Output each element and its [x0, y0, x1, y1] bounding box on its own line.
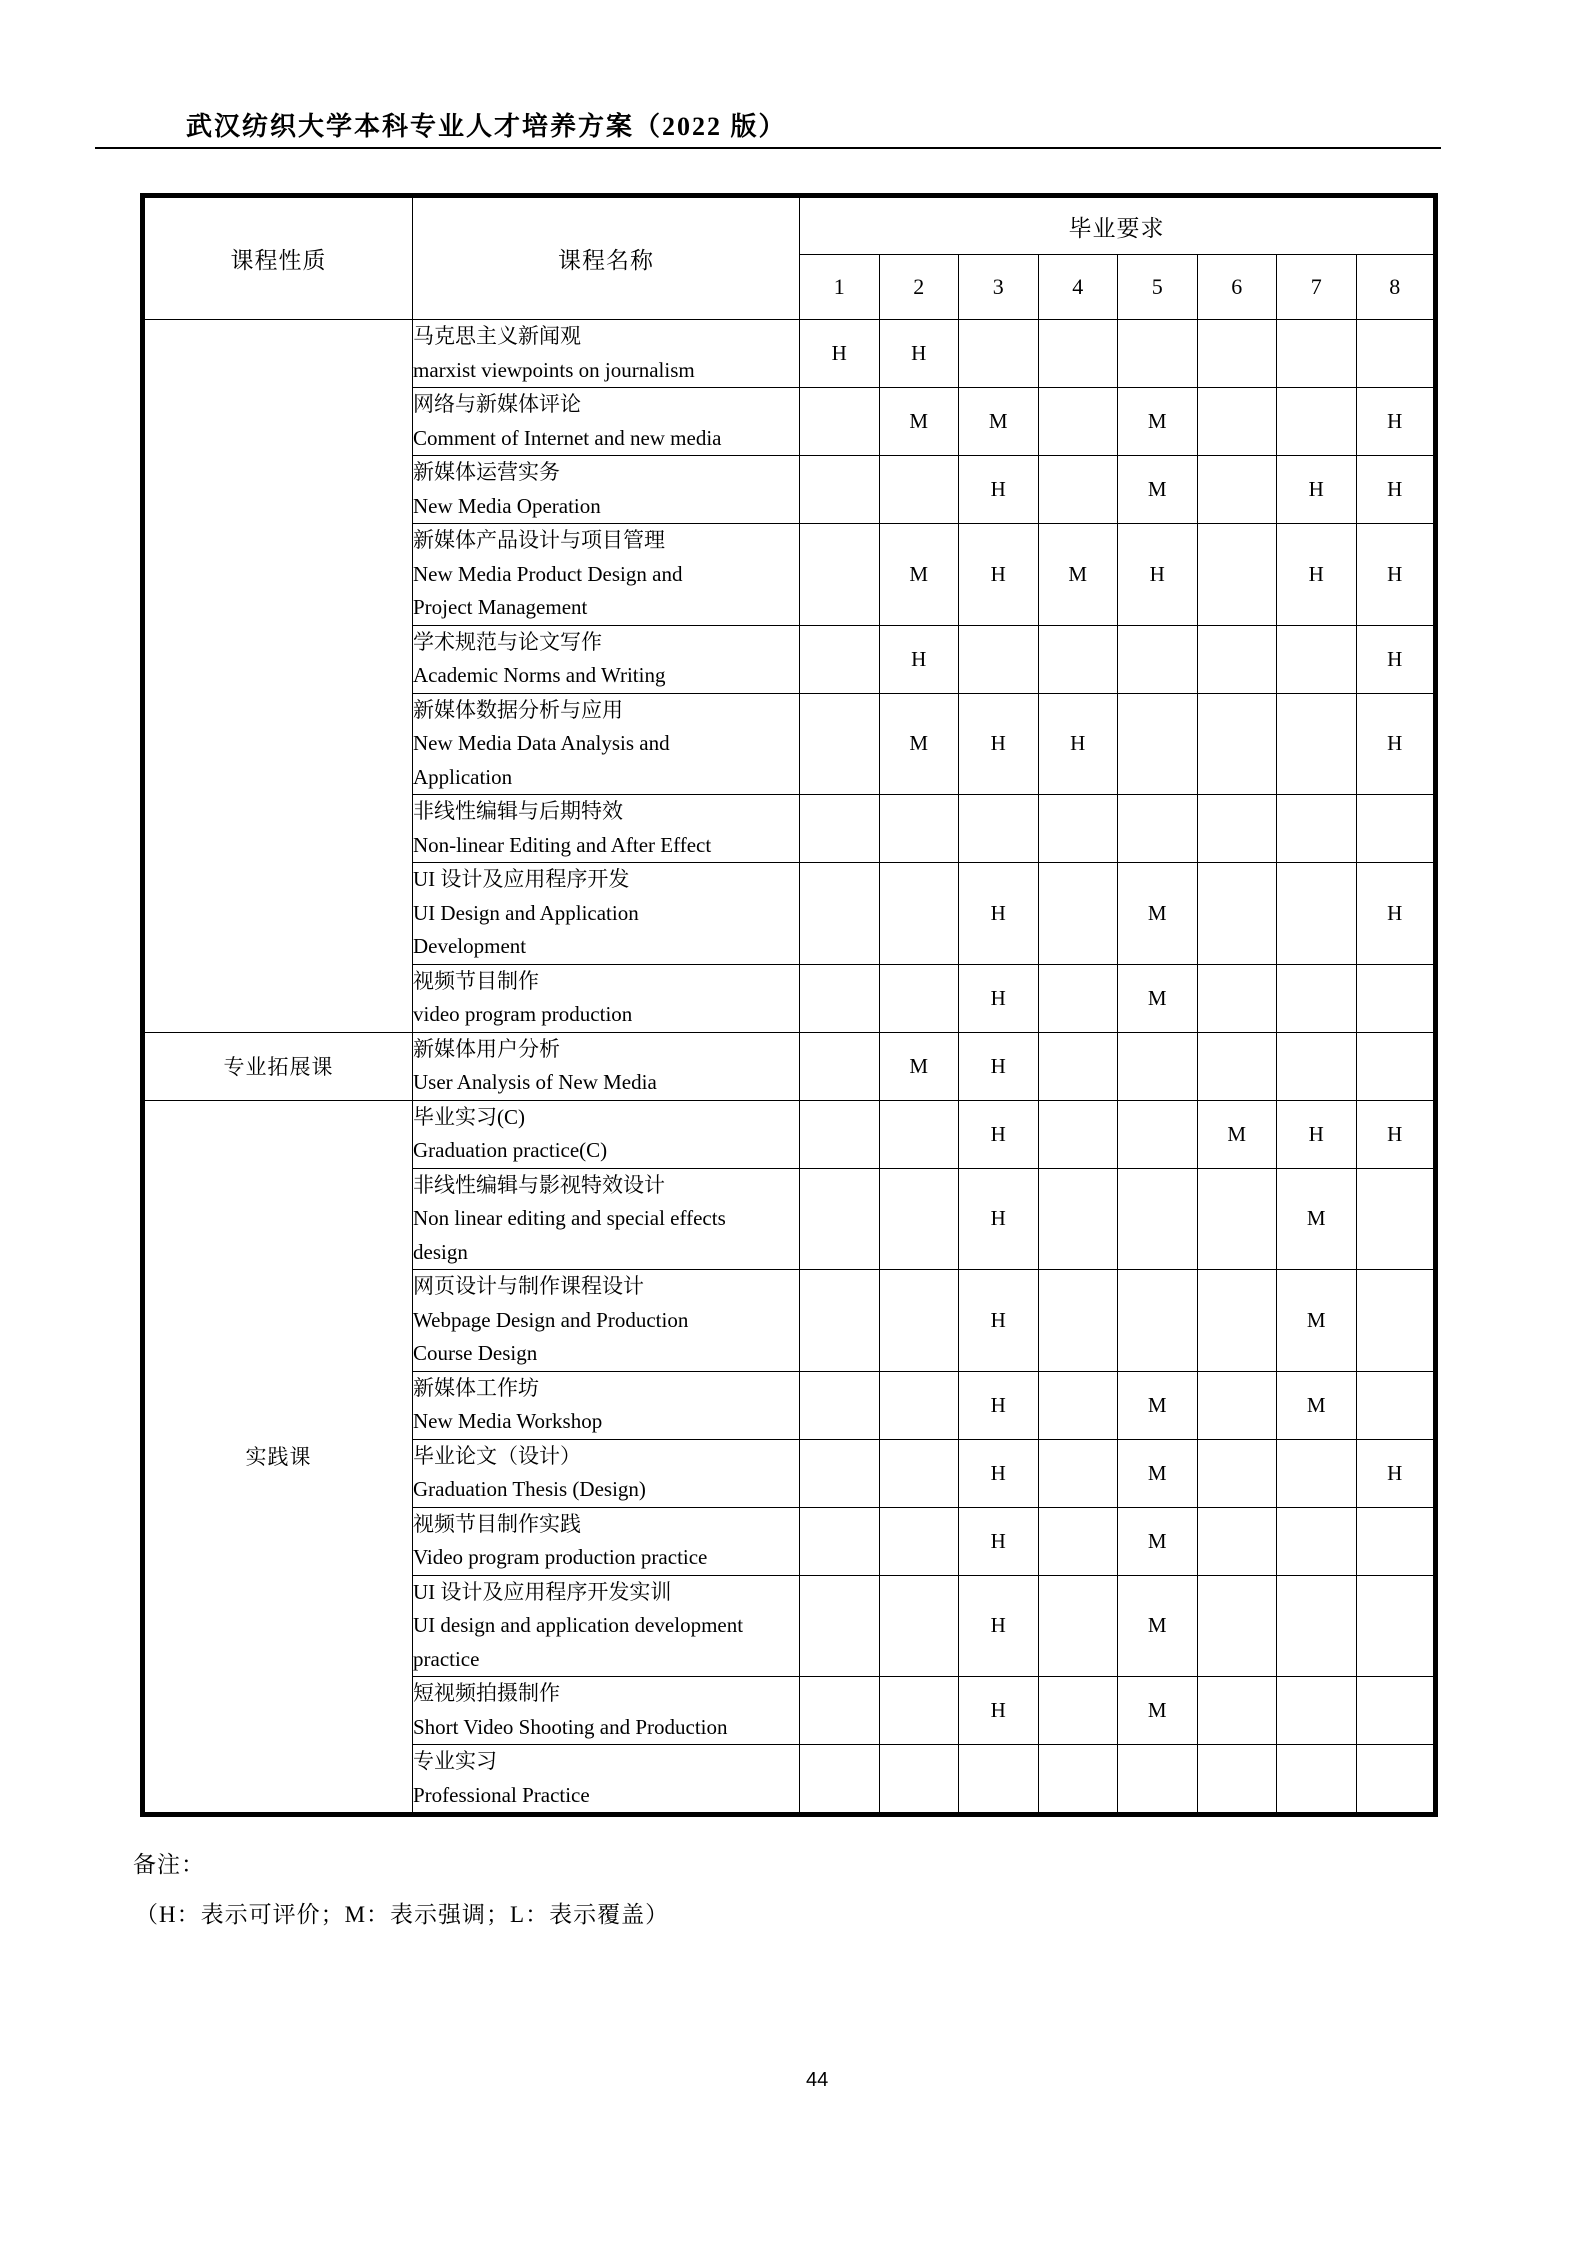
page-header-title: 武汉纺织大学本科专业人才培养方案（2022 版）: [186, 112, 787, 141]
mark-cell: [800, 388, 880, 456]
course-name-zh: 网络与新媒体评论: [413, 392, 581, 416]
mark-cell: [800, 1100, 880, 1168]
mark-cell: [1197, 1745, 1277, 1815]
mark-cell: [800, 625, 880, 693]
course-name-zh: 新媒体运营实务: [413, 460, 560, 484]
notes-label: 备注：: [133, 1852, 205, 1877]
mark-cell: H: [1277, 524, 1357, 626]
mark-cell: [800, 456, 880, 524]
course-name-en: Video program production practice: [413, 1545, 708, 1569]
curriculum-requirement-matrix: [140, 193, 1438, 1817]
mark-cell: H: [879, 320, 959, 388]
course-name-en: Application: [413, 764, 513, 789]
mark-cell: M: [1118, 1371, 1198, 1439]
mark-cell: [800, 1168, 880, 1270]
course-name-en: User Analysis of New Media: [413, 1070, 657, 1094]
mark-cell: [800, 1575, 880, 1677]
course-name-en: Professional Practice: [413, 1782, 590, 1807]
course-name-zh: 非线性编辑与后期特效: [413, 799, 623, 823]
mark-cell: M: [1118, 388, 1198, 456]
mark-cell: H: [1356, 1100, 1436, 1168]
course-name-zh: 毕业实习(C): [413, 1104, 525, 1129]
course-name-cell: [413, 388, 800, 456]
course-name-en: design: [413, 1239, 468, 1264]
mark-cell: [879, 1168, 959, 1270]
course-name-en: Webpage Design and Production: [413, 1307, 689, 1332]
mark-cell: H: [1356, 863, 1436, 965]
mark-cell: [1277, 388, 1357, 456]
mark-cell: [1038, 1439, 1118, 1507]
header-rule: [95, 147, 1441, 149]
mark-cell: [959, 320, 1039, 388]
requirement-number-header: 3: [959, 255, 1039, 320]
course-name-en: Comment of Internet and new media: [413, 425, 722, 450]
course-name-header: 课程名称: [413, 196, 800, 320]
mark-cell: H: [1038, 693, 1118, 795]
notes-legend: （H：表示可评价；M：表示强调；L：表示覆盖）: [135, 1902, 670, 1927]
mark-cell: [1118, 693, 1198, 795]
course-name-zh: 新媒体产品设计与项目管理: [413, 528, 665, 552]
course-name-en: Development: [413, 934, 527, 958]
mark-cell: [1118, 1100, 1198, 1168]
mark-cell: M: [1118, 1677, 1198, 1745]
course-name-en: Project Management: [413, 595, 588, 619]
course-name-cell: [413, 795, 800, 863]
mark-cell: [800, 964, 880, 1032]
course-row: [143, 1100, 1436, 1168]
mark-cell: [1277, 863, 1357, 965]
mark-cell: [1356, 1745, 1436, 1815]
course-name-zh: 专业实习: [413, 1749, 497, 1773]
mark-cell: [1277, 1575, 1357, 1677]
mark-cell: [1356, 795, 1436, 863]
mark-cell: [1197, 1439, 1277, 1507]
mark-cell: M: [879, 693, 959, 795]
course-name-zh: UI 设计及应用程序开发: [413, 867, 630, 891]
mark-cell: H: [959, 693, 1039, 795]
mark-cell: [1277, 964, 1357, 1032]
course-nature-header: 课程性质: [143, 196, 413, 320]
mark-cell: H: [1277, 456, 1357, 524]
course-name-cell: [413, 1745, 800, 1815]
course-name-cell: [413, 1677, 800, 1745]
requirement-number-header: 6: [1197, 255, 1277, 320]
course-name-zh: 短视频拍摄制作: [413, 1681, 560, 1705]
mark-cell: [1038, 388, 1118, 456]
mark-cell: [800, 1439, 880, 1507]
mark-cell: [1197, 1575, 1277, 1677]
mark-cell: [800, 524, 880, 626]
mark-cell: [1277, 320, 1357, 388]
course-name-cell: [413, 693, 800, 795]
mark-cell: [1277, 1677, 1357, 1745]
mark-cell: H: [1356, 524, 1436, 626]
mark-cell: [959, 625, 1039, 693]
mark-cell: M: [1038, 524, 1118, 626]
mark-cell: [1197, 625, 1277, 693]
mark-cell: M: [1118, 1507, 1198, 1575]
mark-cell: H: [959, 1439, 1039, 1507]
mark-cell: H: [1356, 456, 1436, 524]
mark-cell: [1197, 693, 1277, 795]
mark-cell: [879, 1507, 959, 1575]
mark-cell: [1277, 1439, 1357, 1507]
requirement-number-header: 5: [1118, 255, 1198, 320]
mark-cell: [1356, 1677, 1436, 1745]
mark-cell: M: [1118, 863, 1198, 965]
mark-cell: [959, 795, 1039, 863]
mark-cell: [1038, 1507, 1118, 1575]
course-name-en: Graduation Thesis (Design): [413, 1477, 646, 1501]
mark-cell: M: [1277, 1270, 1357, 1372]
mark-cell: [879, 1371, 959, 1439]
mark-cell: [1038, 1168, 1118, 1270]
mark-cell: M: [1118, 964, 1198, 1032]
matrix-body: [143, 320, 1436, 1815]
mark-cell: M: [879, 388, 959, 456]
course-name-cell: [413, 1100, 800, 1168]
mark-cell: H: [959, 524, 1039, 626]
course-name-cell: [413, 1270, 800, 1372]
course-name-en: UI design and application development: [413, 1613, 744, 1637]
course-name-cell: [413, 863, 800, 965]
course-nature-group-cell: 实践课: [143, 1100, 413, 1815]
mark-cell: [879, 964, 959, 1032]
mark-cell: [879, 795, 959, 863]
mark-cell: M: [1197, 1100, 1277, 1168]
requirement-number-header: 1: [800, 255, 880, 320]
mark-cell: [1277, 625, 1357, 693]
mark-cell: [800, 1677, 880, 1745]
requirement-number-header: 4: [1038, 255, 1118, 320]
mark-cell: [800, 863, 880, 965]
course-row: [143, 1032, 1436, 1100]
mark-cell: [1038, 625, 1118, 693]
course-name-en: Non linear editing and special effects: [413, 1206, 726, 1230]
requirement-number-header: 7: [1277, 255, 1357, 320]
mark-cell: [1197, 524, 1277, 626]
mark-cell: H: [959, 1507, 1039, 1575]
course-name-cell: [413, 1507, 800, 1575]
course-name-zh: 非线性编辑与影视特效设计: [413, 1172, 665, 1197]
mark-cell: H: [959, 1270, 1039, 1372]
mark-cell: M: [959, 388, 1039, 456]
mark-cell: [1277, 795, 1357, 863]
mark-cell: M: [1277, 1371, 1357, 1439]
course-name-en: New Media Operation: [413, 493, 601, 518]
mark-cell: [1038, 1575, 1118, 1677]
mark-cell: H: [1277, 1100, 1357, 1168]
mark-cell: [1197, 1677, 1277, 1745]
course-name-en: New Media Product Design and: [413, 561, 683, 586]
mark-cell: [1038, 964, 1118, 1032]
course-name-zh: 网页设计与制作课程设计: [413, 1274, 644, 1298]
mark-cell: M: [1118, 1575, 1198, 1677]
mark-cell: [1197, 1168, 1277, 1270]
mark-cell: [800, 1032, 880, 1100]
mark-cell: H: [879, 625, 959, 693]
course-name-en: New Media Data Analysis and: [413, 731, 670, 755]
requirement-number-header: 8: [1356, 255, 1436, 320]
mark-cell: [879, 1575, 959, 1677]
mark-cell: [800, 1507, 880, 1575]
mark-cell: [1356, 1575, 1436, 1677]
mark-cell: [1356, 1371, 1436, 1439]
mark-cell: [879, 1100, 959, 1168]
course-name-cell: [413, 320, 800, 388]
mark-cell: [1197, 1032, 1277, 1100]
mark-cell: [1356, 1168, 1436, 1270]
mark-cell: [1118, 1270, 1198, 1372]
mark-cell: M: [1118, 456, 1198, 524]
course-name-en: Graduation practice(C): [413, 1138, 608, 1162]
mark-cell: H: [959, 1100, 1039, 1168]
mark-cell: M: [1118, 1439, 1198, 1507]
mark-cell: H: [959, 456, 1039, 524]
mark-cell: [1038, 456, 1118, 524]
course-name-zh: 学术规范与论文写作: [413, 629, 602, 654]
mark-cell: H: [800, 320, 880, 388]
mark-cell: [1038, 863, 1118, 965]
mark-cell: [800, 1371, 880, 1439]
mark-cell: H: [1356, 1439, 1436, 1507]
course-name-zh: 视频节目制作: [413, 968, 539, 993]
mark-cell: [1118, 1032, 1198, 1100]
course-name-en: practice: [413, 1646, 480, 1671]
course-name-en: marxist viewpoints on journalism: [413, 357, 695, 382]
mark-cell: [1356, 1032, 1436, 1100]
mark-cell: [1038, 1371, 1118, 1439]
course-name-zh: 新媒体用户分析: [413, 1036, 560, 1061]
course-name-zh: 新媒体工作坊: [413, 1375, 539, 1400]
mark-cell: [1118, 1168, 1198, 1270]
mark-cell: [879, 1745, 959, 1815]
mark-cell: [879, 1270, 959, 1372]
mark-cell: H: [959, 863, 1039, 965]
mark-cell: [800, 1270, 880, 1372]
course-name-zh: 马克思主义新闻观: [413, 324, 581, 348]
mark-cell: H: [1356, 625, 1436, 693]
course-name-cell: [413, 1371, 800, 1439]
course-name-cell: [413, 1032, 800, 1100]
mark-cell: [1197, 795, 1277, 863]
mark-cell: [879, 1439, 959, 1507]
course-name-zh: UI 设计及应用程序开发实训: [413, 1579, 672, 1604]
course-name-en: Course Design: [413, 1341, 538, 1365]
mark-cell: [800, 795, 880, 863]
mark-cell: [1197, 320, 1277, 388]
mark-cell: [1038, 1270, 1118, 1372]
mark-cell: H: [959, 964, 1039, 1032]
mark-cell: [1356, 1507, 1436, 1575]
course-name-cell: [413, 1168, 800, 1270]
course-row: [143, 320, 1436, 388]
mark-cell: [1038, 1677, 1118, 1745]
mark-cell: [879, 1677, 959, 1745]
mark-cell: H: [1118, 524, 1198, 626]
mark-cell: [1197, 863, 1277, 965]
mark-cell: [1277, 1032, 1357, 1100]
mark-cell: M: [879, 1032, 959, 1100]
mark-cell: [1277, 1507, 1357, 1575]
mark-cell: [1118, 1745, 1198, 1815]
course-nature-group-cell: 专业拓展课: [143, 1032, 413, 1100]
mark-cell: [959, 1745, 1039, 1815]
mark-cell: [1197, 1270, 1277, 1372]
mark-cell: H: [959, 1371, 1039, 1439]
course-name-zh: 视频节目制作实践: [413, 1511, 581, 1536]
mark-cell: [1197, 1371, 1277, 1439]
course-name-cell: [413, 1439, 800, 1507]
mark-cell: [1038, 320, 1118, 388]
mark-cell: M: [1277, 1168, 1357, 1270]
mark-cell: [879, 456, 959, 524]
mark-cell: H: [959, 1677, 1039, 1745]
graduation-requirements-header: 毕业要求: [800, 196, 1436, 255]
mark-cell: [1356, 320, 1436, 388]
mark-cell: [800, 693, 880, 795]
mark-cell: [800, 1745, 880, 1815]
mark-cell: H: [959, 1575, 1039, 1677]
mark-cell: [1277, 693, 1357, 795]
mark-cell: [1277, 1745, 1357, 1815]
mark-cell: [1118, 320, 1198, 388]
mark-cell: H: [1356, 693, 1436, 795]
mark-cell: [1038, 1032, 1118, 1100]
course-name-en: New Media Workshop: [413, 1409, 603, 1433]
mark-cell: H: [959, 1168, 1039, 1270]
matrix-header-row: [143, 196, 1436, 255]
course-name-cell: [413, 1575, 800, 1677]
mark-cell: [1356, 1270, 1436, 1372]
mark-cell: H: [1356, 388, 1436, 456]
mark-cell: [879, 863, 959, 965]
course-name-en: Academic Norms and Writing: [413, 663, 666, 687]
course-name-en: video program production: [413, 1002, 633, 1026]
mark-cell: H: [959, 1032, 1039, 1100]
page-number: 44: [806, 2069, 829, 2091]
course-name-en: UI Design and Application: [413, 900, 639, 925]
course-name-zh: 新媒体数据分析与应用: [413, 697, 623, 722]
course-name-cell: [413, 964, 800, 1032]
mark-cell: [1356, 964, 1436, 1032]
mark-cell: [1118, 625, 1198, 693]
mark-cell: [1038, 795, 1118, 863]
course-nature-group-cell: [143, 320, 413, 1033]
course-name-en: Short Video Shooting and Production: [413, 1714, 728, 1739]
course-name-cell: [413, 625, 800, 693]
mark-cell: [1197, 964, 1277, 1032]
course-name-cell: [413, 456, 800, 524]
mark-cell: M: [879, 524, 959, 626]
mark-cell: [1038, 1100, 1118, 1168]
mark-cell: [1197, 456, 1277, 524]
requirement-number-header: 2: [879, 255, 959, 320]
mark-cell: [1197, 388, 1277, 456]
course-name-en: Non-linear Editing and After Effect: [413, 832, 712, 857]
course-name-zh: 毕业论文（设计）: [413, 1443, 581, 1468]
mark-cell: [1197, 1507, 1277, 1575]
mark-cell: [1038, 1745, 1118, 1815]
course-name-cell: [413, 524, 800, 626]
mark-cell: [1118, 795, 1198, 863]
